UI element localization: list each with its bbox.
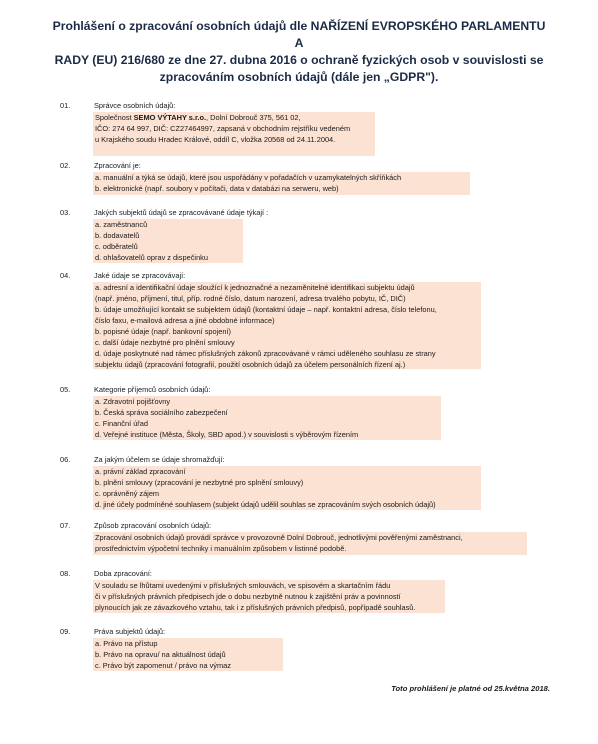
section-line: d. Veřejné instituce (Města, Školy, SBD apod.) v souvislosti s výběrovým řízením: [95, 430, 359, 439]
section-line: Zpracování osobních údajů provádí správce v provozovně Dolní Dobrouč, jednotlivými pověřenými zaměstnanci,: [95, 533, 463, 542]
document-title: [50, 18, 548, 86]
title-line: zpracováním osobních údajů (dále jen „GDPR").: [159, 70, 439, 84]
section-number: 09.: [60, 627, 71, 636]
section-line: [95, 113, 301, 124]
section-line: c. Právo být zapomenut / právo na výmaz: [95, 661, 231, 670]
validity-note: Toto prohlášení je platné od 25.května 2018.: [391, 684, 550, 693]
section-line: b. elektronické (např. soubory v počítači, data v databázi na serweru, web): [95, 184, 339, 193]
section-line: (např. jméno, příjmení, titul, příp. rodné číslo, datum narození, adresa trvalého pobytu, IČ, DIČ): [95, 294, 406, 303]
section-heading: Zpracování je:: [94, 161, 141, 170]
section-heading: Správce osobních údajů:: [94, 101, 176, 110]
section-line: číslo faxu, e-mailová adresa a jiné obdobné informace): [95, 316, 275, 325]
section-line: či v příslušných právních předpisech jde o dobu nezbytně nutnou k zajištění práv a povinností: [95, 592, 401, 601]
section-line: b. popisné údaje (např. bankovní spojení): [95, 327, 231, 336]
section-number: 02.: [60, 161, 71, 170]
section-line: b. údaje umožňující kontakt se subjektem údajů (kontaktní údaje – např. kontaktní adresa, číslo telefonu,: [95, 305, 437, 314]
section-line: a. právní základ zpracování: [95, 467, 186, 476]
section-line: c. Finanční úřad: [95, 419, 148, 428]
section-number: 07.: [60, 521, 71, 530]
section-line: c. další údaje nezbytné pro plnění smlouvy: [95, 338, 235, 347]
section-heading: Jakých subjektů údajů se zpracovávané údaje týkají :: [94, 208, 269, 217]
section-line: a. Právo na přístup: [95, 639, 158, 648]
section-line: IČO: 274 64 997, DIČ: CZ27464997, zapsaná v obchodním rejstříku vedeném: [95, 124, 351, 133]
section-line: prostřednictvím výpočetní techniky i manuálním způsobem v listinné podobě.: [95, 544, 347, 553]
section-heading: Jaké údaje se zpracovávají:: [94, 271, 186, 280]
section-line: plynoucích jak ze závazkového vztahu, tak i z příslušných právních předpisů, popřípadě souhlasů.: [95, 603, 416, 612]
company-address: , Dolní Dobrouč 375, 561 02,: [206, 113, 301, 122]
section-number: 08.: [60, 569, 71, 578]
section-line: V souladu se lhůtami uvedenými v příslušných smlouvách, ve spisovém a skartačním řádu: [95, 581, 391, 590]
section-line: b. Právo na opravu/ na aktuálnost údajů: [95, 650, 226, 659]
company-prefix: Společnost: [95, 113, 134, 122]
section-heading: Za jakým účelem se údaje shromažďují:: [94, 455, 225, 464]
section-line: subjektu údajů (zpracování fotografií, použití osobních údajů za účelem personálních řízení aj.): [95, 360, 406, 369]
section-line: d. ohlašovatelů oprav z dispečinku: [95, 253, 208, 262]
section-line: d. jiné účely podmíněné souhlasem (subjekt údajů udělil souhlas se zpracováním svých osobních údajů): [95, 500, 436, 509]
section-number: 04.: [60, 271, 71, 280]
section-line: c. oprávněný zájem: [95, 489, 160, 498]
section-line: b. Česká správa sociálního zabezpečení: [95, 408, 228, 417]
section-number: 03.: [60, 208, 71, 217]
company-name: SEMO VÝTAHY s.r.o.: [133, 113, 207, 122]
section-number: 06.: [60, 455, 71, 464]
section-number: 05.: [60, 385, 71, 394]
title-line: Prohlášení o zpracování osobních údajů dle NAŘÍZENÍ EVROPSKÉHO PARLAMENTU A: [52, 19, 546, 50]
section-line: a. adresní a identifikační údaje sloužící k jednoznačné a nezaměnitelné identifikaci subjektu údajů: [95, 283, 415, 292]
section-heading: Způsob zpracování osobních údajů:: [94, 521, 212, 530]
section-heading: Doba zpracování:: [94, 569, 152, 578]
section-line: u Krajského soudu Hradec Králové, oddíl C, vložka 20568 od 24.11.2004.: [95, 135, 336, 144]
section-heading: Kategorie příjemců osobních údajů:: [94, 385, 211, 394]
section-line: b. dodavatelů: [95, 231, 140, 240]
section-line: c. odběratelů: [95, 242, 138, 251]
section-heading: Práva subjektů údajů:: [94, 627, 166, 636]
section-line: b. plnění smlouvy (zpracování je nezbytné pro splnění smlouvy): [95, 478, 304, 487]
section-number: 01.: [60, 101, 71, 110]
section-line: d. údaje poskytnuté nad rámec příslušných zákonů zpracovávané v rámci uděleného souhlasu ze strany: [95, 349, 436, 358]
section-line: a. zaměstnanců: [95, 220, 148, 229]
section-line: a. Zdravotní pojišťovny: [95, 397, 171, 406]
section-line: a. manuální a týká se údajů, které jsou uspořádány v pořadačích v uzamykatelných skříňkách: [95, 173, 402, 182]
title-line: RADY (EU) 216/680 ze dne 27. dubna 2016 o ochraně fyzických osob v souvislosti se: [54, 53, 544, 67]
